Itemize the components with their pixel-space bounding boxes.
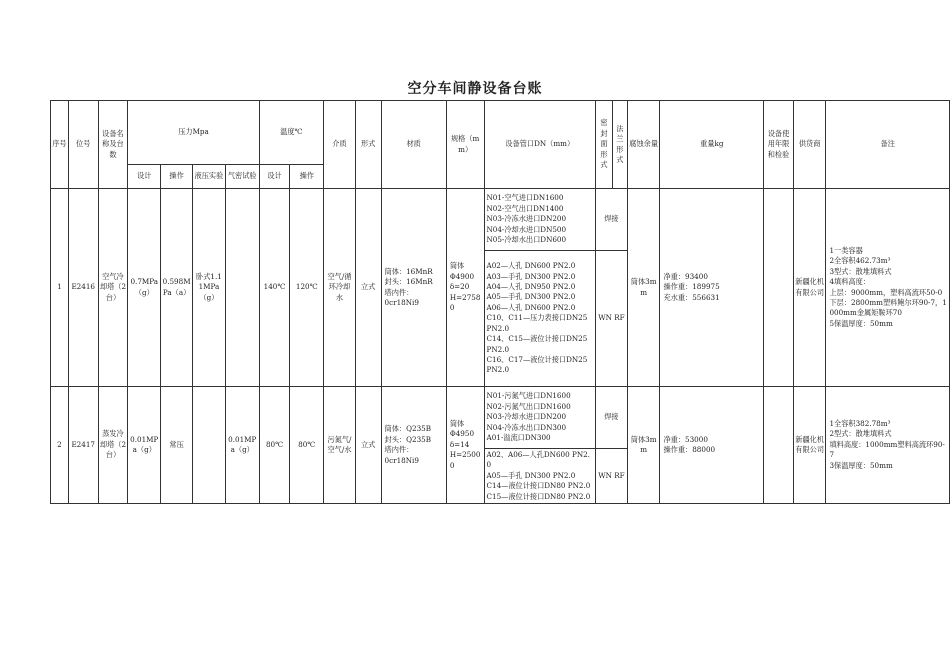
nozzle-line: N03-冷冻水进口DN200 [486, 214, 567, 224]
cell-supplier: 新疆化机有限公司 [793, 387, 826, 504]
material-line: 封头：Q235B [384, 434, 432, 444]
remark-line: 4填料高度： [829, 277, 870, 287]
spec-line: δ=14 [449, 439, 470, 449]
header-name: 设备名称及台数 [98, 101, 128, 189]
header-temperature: 温度℃ [259, 101, 323, 165]
spec-line: δ=20 [449, 282, 470, 292]
cell-life [764, 387, 794, 504]
cell-seq: 2 [51, 387, 69, 504]
cell-medium: 空气/循环冷却水 [324, 189, 356, 387]
cell-weight [660, 189, 764, 387]
remark-line: 填料高度：1000mm塑料高流环90-7 [829, 439, 945, 460]
cell-spec [446, 387, 484, 504]
header-flange: 法兰形式 [612, 101, 627, 189]
cell-p-air: 0.01MPa（g） [225, 387, 259, 504]
cell-weight [660, 387, 764, 504]
cell-seal-weld: 焊接 [596, 189, 628, 251]
remark-line: 2全容积462.73m³ [829, 256, 891, 266]
cell-seq: 1 [51, 189, 69, 387]
header-t-design: 设计 [259, 165, 290, 189]
material-line: 0cr18Ni9 [384, 297, 419, 307]
nozzle-line: A03—手孔 DN300 PN2.0 [486, 271, 576, 281]
cell-p-design: 0.01MPa（g） [128, 387, 161, 504]
cell-p-hydro [193, 387, 226, 504]
cell-name: 空气冷却塔（2台） [98, 189, 128, 387]
remark-line: 上层：9000mm，塑料高流环50-0 [829, 287, 943, 297]
page-title: 空分车间静设备台账 [407, 81, 543, 97]
spec-line: 筒体 [449, 261, 465, 271]
header-medium: 介质 [324, 101, 356, 189]
header-spec: 规格（mm） [446, 101, 484, 189]
material-line: 塔内件： [384, 287, 414, 297]
cell-t-design: 140℃ [259, 189, 290, 387]
header-form: 形式 [355, 101, 381, 189]
nozzle-line: A05—手孔 DN300 PN2.0 [486, 292, 576, 302]
cell-corrosion: 筒体3mm [627, 387, 660, 504]
header-p-oper: 操作 [161, 165, 193, 189]
nozzle-line: N02-空气出口DN1400 [486, 203, 564, 213]
cell-seal-flange: WN RF [596, 449, 628, 504]
cell-t-oper: 120℃ [290, 189, 324, 387]
cell-seal-flange: WN RF [596, 251, 628, 387]
header-row-1 [51, 101, 950, 165]
nozzle-line: A06—人孔 DN600 PN2.0 [486, 302, 576, 312]
cell-form: 立式 [355, 189, 381, 387]
nozzle-line: A02、A06—人孔DN600 PN2.0 [486, 450, 590, 470]
spec-line: H=27580 [449, 292, 481, 313]
cell-nozzle-sub [484, 251, 596, 387]
cell-p-oper: 常压 [161, 387, 193, 504]
header-p-design: 设计 [128, 165, 161, 189]
cell-p-design: 0.7MPa（g） [128, 189, 161, 387]
spec-line: Φ4900 [449, 271, 475, 281]
nozzle-line: N02-污氮气出口DN1600 [486, 401, 571, 411]
header-tag: 位号 [68, 101, 98, 189]
remark-line: 3型式：散堆填料式 [829, 266, 892, 276]
remark-line: 1全容积382.78m³ [829, 419, 891, 428]
material-line: 筒体：16MnR [384, 266, 433, 276]
cell-corrosion: 筒体3mm [627, 189, 660, 387]
cell-nozzle-sub [484, 449, 596, 504]
nozzle-line: N04-冷却水进口DN500 [486, 224, 567, 234]
nozzle-line: N04-冷冻水出口DN300 [486, 422, 567, 432]
remark-line: 下层：2800mm塑料鲍尔环90-7，1000mm金属矩鞍环70 [829, 297, 947, 318]
spec-line: Φ4950 [449, 429, 475, 439]
header-nozzle: 设备管口DN（mm） [484, 101, 596, 189]
cell-form: 立式 [355, 387, 381, 504]
cell-nozzle-main [484, 387, 596, 449]
nozzle-line: N05-冷却水出口DN600 [486, 235, 567, 245]
nozzle-line: A02—人孔 DN600 PN2.0 [486, 261, 576, 271]
remark-line: 1一类容器 [829, 245, 863, 255]
cell-supplier: 新疆化机有限公司 [793, 189, 826, 387]
nozzle-line: A05—手孔 DN300 PN2.0 [486, 470, 576, 480]
nozzle-line: A01-溢流口DN300 [486, 433, 551, 443]
cell-tag: E2416 [68, 189, 98, 387]
cell-p-air [225, 189, 259, 387]
cell-remark [826, 189, 950, 387]
cell-life [764, 189, 794, 387]
header-pressure: 压力Mpa [128, 101, 259, 165]
cell-tag: E2417 [68, 387, 98, 504]
remark-line: 5保温厚度：50mm [829, 318, 893, 328]
cell-remark [826, 387, 950, 504]
cell-medium: 污氮气/空气/水 [324, 387, 356, 504]
material-line: 封头：16MnR [384, 277, 433, 287]
nozzle-line: C14—液位计接口DN80 PN2.0 [486, 481, 591, 491]
spec-line: H=25000 [449, 450, 481, 470]
weight-line: 净重：53000 [663, 434, 708, 444]
nozzle-line: N03-冷却水进口DN200 [486, 412, 567, 422]
weight-line: 净重：93400 [663, 271, 708, 281]
weight-line: 操作重：189975 [663, 282, 720, 292]
material-line: 筒体：Q235B [384, 424, 432, 434]
nozzle-line: C16、C17—液位计接口DN25 PN2.0 [486, 355, 588, 375]
cell-name: 蒸发冷却塔（2台） [98, 387, 128, 504]
header-life: 设备使用年限和检验 [764, 101, 794, 189]
cell-p-oper: 0.598MPa（a） [161, 189, 193, 387]
weight-line: 充水重：556631 [663, 292, 720, 302]
header-seq: 序号 [51, 101, 69, 189]
header-seal: 密封面形式 [596, 101, 613, 189]
cell-seal-weld: 焊接 [596, 387, 628, 449]
nozzle-line: C10、C11—压力表接口DN25 PN2.0 [486, 313, 588, 333]
material-line: 0cr18Ni9 [384, 455, 419, 465]
cell-nozzle-main [484, 189, 596, 251]
nozzle-line: N01-污氮气进口DN1600 [486, 391, 571, 401]
cell-t-oper: 80℃ [290, 387, 324, 504]
header-material: 材质 [381, 101, 446, 189]
header-corrosion: 腐蚀余量 [627, 101, 660, 189]
spec-line: 筒体 [449, 419, 465, 428]
header-p-hydro: 液压实验 [193, 165, 226, 189]
remark-line: 3保温厚度：50mm [829, 460, 893, 470]
material-line: 塔内件： [384, 445, 414, 455]
cell-t-design: 80℃ [259, 387, 290, 504]
header-t-oper: 操作 [290, 165, 324, 189]
nozzle-line: C14、C15—液位计接口DN25 PN2.0 [486, 334, 588, 354]
weight-line: 操作重：88000 [663, 445, 716, 455]
nozzle-line: C15—液位计接口DN80 PN2.0 [486, 491, 591, 501]
header-p-air: 气密试验 [225, 165, 259, 189]
cell-material [381, 189, 446, 387]
table-row [51, 189, 950, 251]
remark-line: 2型式：散堆填料式 [829, 429, 892, 439]
table-row [51, 387, 950, 449]
nozzle-line: N01-空气进口DN1600 [486, 193, 564, 203]
cell-material [381, 387, 446, 504]
header-remark: 备注 [826, 101, 950, 189]
header-weight: 重量kg [660, 101, 764, 189]
cell-spec [446, 189, 484, 387]
nozzle-line: A04—人孔 DN950 PN2.0 [486, 281, 576, 291]
header-supplier: 供货商 [793, 101, 826, 189]
cell-p-hydro: 卧式1.11MPa（g） [193, 189, 226, 387]
equipment-ledger-table [50, 100, 950, 504]
